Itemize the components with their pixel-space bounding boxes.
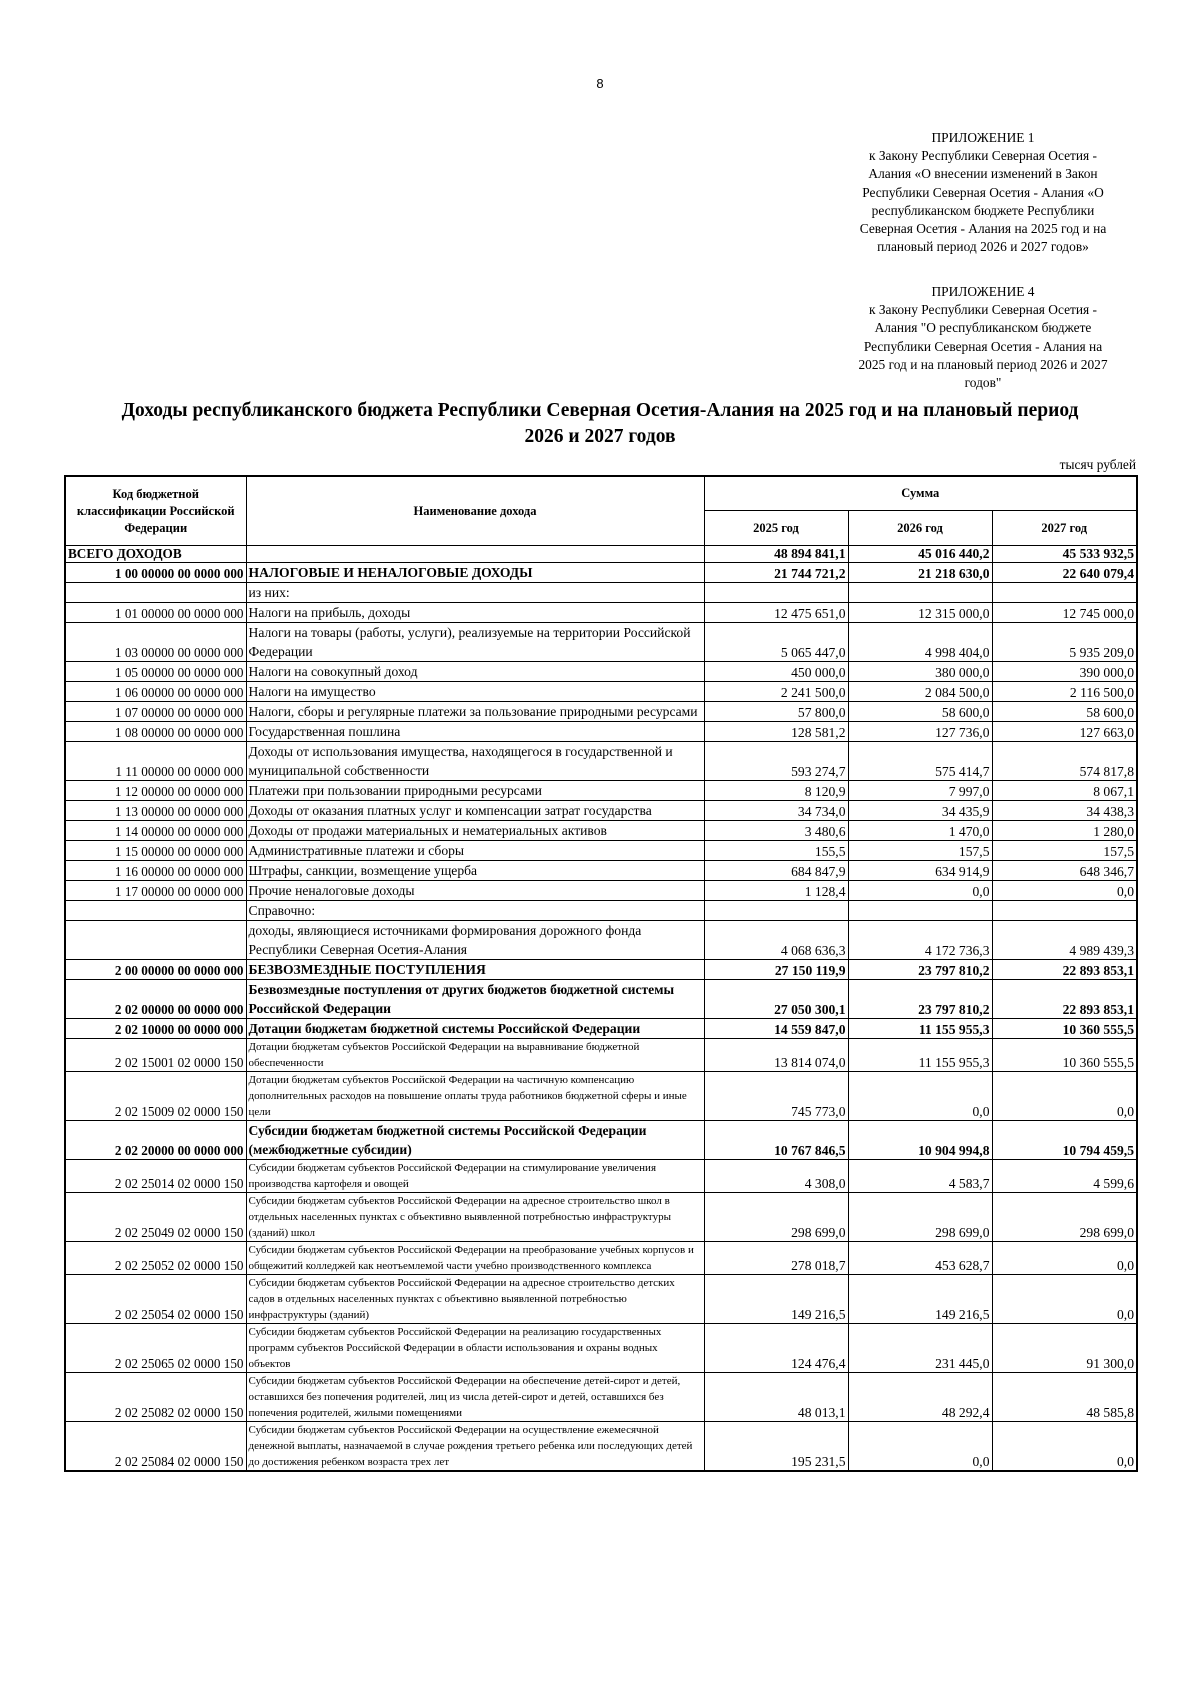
row-value-2025: 1 128,4 — [704, 881, 848, 901]
row-value-2025: 684 847,9 — [704, 861, 848, 881]
row-value-2025: 48 894 841,1 — [704, 546, 848, 563]
row-value-2025: 27 150 119,9 — [704, 960, 848, 980]
table-row — [65, 742, 1137, 781]
row-value-2025: 593 274,7 — [704, 742, 848, 781]
row-value-2025: 3 480,6 — [704, 821, 848, 841]
table-row — [65, 1019, 1137, 1039]
table-row — [65, 682, 1137, 702]
row-code: 2 02 15009 02 0000 150 — [65, 1072, 246, 1121]
row-value-2025: 27 050 300,1 — [704, 980, 848, 1019]
row-name: Дотации бюджетам субъектов Российской Федерации на частичную компенсацию дополнительных расходов на повышение оплаты труда работников бюджетной сферы и иные цели — [246, 1072, 704, 1121]
row-value-2027: 574 817,8 — [992, 742, 1137, 781]
row-name — [246, 546, 704, 563]
row-name: Прочие неналоговые доходы — [246, 881, 704, 901]
appendix-4-line: к Закону Республики Северная Осетия - — [869, 302, 1097, 318]
table-row — [65, 1121, 1137, 1160]
row-code: 1 12 00000 00 0000 000 — [65, 781, 246, 801]
row-code: 2 02 15001 02 0000 150 — [65, 1039, 246, 1072]
row-value-2027: 0,0 — [992, 1072, 1137, 1121]
row-value-2026: 127 736,0 — [848, 722, 992, 742]
appendix-4-line: Алания "О республиканском бюджете — [874, 320, 1092, 336]
row-name: Справочно: — [246, 901, 704, 921]
row-value-2027: 12 745 000,0 — [992, 603, 1137, 623]
row-code: 1 11 00000 00 0000 000 — [65, 742, 246, 781]
row-value-2027: 10 360 555,5 — [992, 1019, 1137, 1039]
table-row — [65, 1324, 1137, 1373]
row-value-2027: 34 438,3 — [992, 801, 1137, 821]
row-code: 1 14 00000 00 0000 000 — [65, 821, 246, 841]
table-row — [65, 781, 1137, 801]
row-code: 2 02 25084 02 0000 150 — [65, 1422, 246, 1472]
row-value-2027: 45 533 932,5 — [992, 546, 1137, 563]
row-value-2025: 34 734,0 — [704, 801, 848, 821]
row-value-2025: 4 308,0 — [704, 1160, 848, 1193]
row-value-2026: 45 016 440,2 — [848, 546, 992, 563]
row-code: 1 06 00000 00 0000 000 — [65, 682, 246, 702]
row-value-2027: 0,0 — [992, 1275, 1137, 1324]
row-value-2025: 5 065 447,0 — [704, 623, 848, 662]
row-code: 2 02 20000 00 0000 000 — [65, 1121, 246, 1160]
row-code — [65, 921, 246, 960]
appendix-1-line: плановый период 2026 и 2027 годов» — [877, 239, 1089, 255]
table-row — [65, 901, 1137, 921]
row-value-2026: 21 218 630,0 — [848, 563, 992, 583]
row-name: Дотации бюджетам бюджетной системы Российской Федерации — [246, 1019, 704, 1039]
row-code: 2 02 00000 00 0000 000 — [65, 980, 246, 1019]
row-name: Субсидии бюджетам субъектов Российской Федерации на преобразование учебных корпусов и общежитий колледжей как неотъемлемой части учебно производственного комплекса — [246, 1242, 704, 1275]
appendix-1-line: Республики Северная Осетия - Алания «О — [862, 184, 1104, 200]
row-code: 1 00 00000 00 0000 000 — [65, 563, 246, 583]
row-value-2026 — [848, 583, 992, 603]
row-name: Доходы от использования имущества, находящегося в государственной и муниципальной собственности — [246, 742, 704, 781]
row-name: Налоги на прибыль, доходы — [246, 603, 704, 623]
table-row — [65, 603, 1137, 623]
row-name: НАЛОГОВЫЕ И НЕНАЛОГОВЫЕ ДОХОДЫ — [246, 563, 704, 583]
appendix-1-line: к Закону Республики Северная Осетия - — [869, 148, 1097, 164]
row-value-2026 — [848, 901, 992, 921]
header-year-2026: 2026 год — [848, 511, 992, 546]
table-row — [65, 960, 1137, 980]
row-code: 1 07 00000 00 0000 000 — [65, 702, 246, 722]
row-value-2027: 4 989 439,3 — [992, 921, 1137, 960]
row-name: Субсидии бюджетам бюджетной системы Российской Федерации (межбюджетные субсидии) — [246, 1121, 704, 1160]
row-value-2026: 4 998 404,0 — [848, 623, 992, 662]
table-row — [65, 921, 1137, 960]
row-value-2025: 450 000,0 — [704, 662, 848, 682]
row-value-2027: 22 893 853,1 — [992, 960, 1137, 980]
appendix-1-note — [838, 129, 1128, 256]
row-value-2027: 0,0 — [992, 1242, 1137, 1275]
row-value-2027: 127 663,0 — [992, 722, 1137, 742]
row-value-2026: 7 997,0 — [848, 781, 992, 801]
row-name: из них: — [246, 583, 704, 603]
table-row — [65, 623, 1137, 662]
row-name: Государственная пошлина — [246, 722, 704, 742]
row-value-2027: 2 116 500,0 — [992, 682, 1137, 702]
table-row — [65, 1072, 1137, 1121]
appendix-4-line: Республики Северная Осетия - Алания на — [863, 338, 1103, 354]
table-row — [65, 1039, 1137, 1072]
table-row — [65, 722, 1137, 742]
row-code: ВСЕГО ДОХОДОВ — [65, 546, 246, 563]
header-year-2027: 2027 год — [992, 511, 1137, 546]
row-value-2026: 0,0 — [848, 1072, 992, 1121]
row-value-2025: 278 018,7 — [704, 1242, 848, 1275]
row-value-2026: 11 155 955,3 — [848, 1039, 992, 1072]
row-value-2026: 11 155 955,3 — [848, 1019, 992, 1039]
row-name: Налоги, сборы и регулярные платежи за пользование природными ресурсами — [246, 702, 704, 722]
row-value-2027: 22 893 853,1 — [992, 980, 1137, 1019]
row-value-2026: 23 797 810,2 — [848, 960, 992, 980]
row-code: 1 17 00000 00 0000 000 — [65, 881, 246, 901]
row-value-2025: 10 767 846,5 — [704, 1121, 848, 1160]
row-value-2026: 12 315 000,0 — [848, 603, 992, 623]
row-value-2027: 10 794 459,5 — [992, 1121, 1137, 1160]
row-value-2027: 157,5 — [992, 841, 1137, 861]
row-value-2025: 298 699,0 — [704, 1193, 848, 1242]
row-value-2026: 1 470,0 — [848, 821, 992, 841]
row-value-2026: 157,5 — [848, 841, 992, 861]
row-code — [65, 901, 246, 921]
row-value-2027: 22 640 079,4 — [992, 563, 1137, 583]
row-code: 2 02 25082 02 0000 150 — [65, 1373, 246, 1422]
row-name: БЕЗВОЗМЕЗДНЫЕ ПОСТУПЛЕНИЯ — [246, 960, 704, 980]
table-row — [65, 1373, 1137, 1422]
row-name: Субсидии бюджетам субъектов Российской Федерации на обеспечение детей-сирот и детей, оставшихся без попечения родителей, лиц из числа детей-сирот и детей, оставшихся без попечения родителей, жилыми помещениями — [246, 1373, 704, 1422]
row-value-2025 — [704, 583, 848, 603]
header-year-2025: 2025 год — [704, 511, 848, 546]
row-value-2026: 0,0 — [848, 1422, 992, 1472]
row-code: 2 02 25054 02 0000 150 — [65, 1275, 246, 1324]
row-value-2026: 298 699,0 — [848, 1193, 992, 1242]
row-value-2027 — [992, 583, 1137, 603]
row-name: Субсидии бюджетам субъектов Российской Федерации на осуществление ежемесячной денежной выплаты, назначаемой в случае рождения третьего ребенка или последующих детей до достижения ребенком возраста трех лет — [246, 1422, 704, 1472]
table-row — [65, 881, 1137, 901]
row-value-2027: 91 300,0 — [992, 1324, 1137, 1373]
row-value-2025: 124 476,4 — [704, 1324, 848, 1373]
table-row — [65, 546, 1137, 563]
appendix-1-title: ПРИЛОЖЕНИЕ 1 — [931, 130, 1035, 145]
row-name: Доходы от продажи материальных и нематериальных активов — [246, 821, 704, 841]
row-value-2026: 149 216,5 — [848, 1275, 992, 1324]
revenue-table — [64, 475, 1138, 1472]
row-code: 2 02 25065 02 0000 150 — [65, 1324, 246, 1373]
row-code: 2 00 00000 00 0000 000 — [65, 960, 246, 980]
row-value-2026: 23 797 810,2 — [848, 980, 992, 1019]
row-name: Дотации бюджетам субъектов Российской Федерации на выравнивание бюджетной обеспеченности — [246, 1039, 704, 1072]
row-value-2025: 13 814 074,0 — [704, 1039, 848, 1072]
document-title — [40, 398, 1160, 450]
row-code: 2 02 10000 00 0000 000 — [65, 1019, 246, 1039]
row-name: Налоги на товары (работы, услуги), реализуемые на территории Российской Федерации — [246, 623, 704, 662]
row-value-2026: 575 414,7 — [848, 742, 992, 781]
table-row — [65, 1422, 1137, 1472]
row-value-2026: 380 000,0 — [848, 662, 992, 682]
row-code: 2 02 25014 02 0000 150 — [65, 1160, 246, 1193]
row-value-2026: 2 084 500,0 — [848, 682, 992, 702]
row-value-2025: 195 231,5 — [704, 1422, 848, 1472]
table-row — [65, 702, 1137, 722]
page-number: 8 — [596, 76, 604, 91]
appendix-1-line: Северная Осетия - Алания на 2025 год и на — [859, 221, 1107, 237]
appendix-4-line: годов" — [964, 375, 1002, 391]
row-value-2027: 298 699,0 — [992, 1193, 1137, 1242]
document-title-line-2: 2026 и 2027 годов — [524, 426, 676, 447]
row-name: Доходы от оказания платных услуг и компенсации затрат государства — [246, 801, 704, 821]
row-value-2026: 48 292,4 — [848, 1373, 992, 1422]
row-value-2025: 4 068 636,3 — [704, 921, 848, 960]
row-value-2026: 231 445,0 — [848, 1324, 992, 1373]
row-code: 1 16 00000 00 0000 000 — [65, 861, 246, 881]
row-name: Налоги на совокупный доход — [246, 662, 704, 682]
row-name: Субсидии бюджетам субъектов Российской Федерации на реализацию государственных программ субъектов Российской Федерации в области использования и охраны водных объектов — [246, 1324, 704, 1373]
row-name: Субсидии бюджетам субъектов Российской Федерации на стимулирование увеличения производства картофеля и овощей — [246, 1160, 704, 1193]
table-row — [65, 1242, 1137, 1275]
header-code: Код бюджетной классификации Российской Федерации — [65, 476, 246, 546]
row-value-2027: 390 000,0 — [992, 662, 1137, 682]
row-value-2026: 0,0 — [848, 881, 992, 901]
row-value-2025: 128 581,2 — [704, 722, 848, 742]
table-row — [65, 801, 1137, 821]
table-row — [65, 1275, 1137, 1324]
table-row — [65, 821, 1137, 841]
table-row — [65, 980, 1137, 1019]
table-row — [65, 1160, 1137, 1193]
appendix-4-note — [838, 283, 1128, 392]
row-code: 1 03 00000 00 0000 000 — [65, 623, 246, 662]
row-value-2027: 648 346,7 — [992, 861, 1137, 881]
table-row — [65, 1193, 1137, 1242]
row-code: 1 13 00000 00 0000 000 — [65, 801, 246, 821]
row-code: 1 05 00000 00 0000 000 — [65, 662, 246, 682]
header-name: Наименование дохода — [246, 476, 704, 546]
row-value-2027: 0,0 — [992, 1422, 1137, 1472]
row-name: Налоги на имущество — [246, 682, 704, 702]
row-code: 1 01 00000 00 0000 000 — [65, 603, 246, 623]
row-code: 1 15 00000 00 0000 000 — [65, 841, 246, 861]
row-name: Административные платежи и сборы — [246, 841, 704, 861]
table-row — [65, 563, 1137, 583]
units-label: тысяч рублей — [1059, 457, 1136, 472]
row-value-2025: 2 241 500,0 — [704, 682, 848, 702]
row-code: 2 02 25052 02 0000 150 — [65, 1242, 246, 1275]
header-sum: Сумма — [704, 476, 1137, 511]
row-value-2027: 1 280,0 — [992, 821, 1137, 841]
row-code: 2 02 25049 02 0000 150 — [65, 1193, 246, 1242]
appendix-1-line: Алания «О внесении изменений в Закон — [868, 166, 1098, 182]
row-value-2027: 0,0 — [992, 881, 1137, 901]
row-value-2027 — [992, 901, 1137, 921]
row-value-2025: 57 800,0 — [704, 702, 848, 722]
row-code: 1 08 00000 00 0000 000 — [65, 722, 246, 742]
row-name: Штрафы, санкции, возмещение ущерба — [246, 861, 704, 881]
row-value-2026: 10 904 994,8 — [848, 1121, 992, 1160]
row-name: Платежи при пользовании природными ресурсами — [246, 781, 704, 801]
row-value-2025: 745 773,0 — [704, 1072, 848, 1121]
row-value-2027: 4 599,6 — [992, 1160, 1137, 1193]
row-value-2025: 155,5 — [704, 841, 848, 861]
table-row — [65, 841, 1137, 861]
row-name: доходы, являющиеся источниками формирования дорожного фонда Республики Северная Осетия-Алания — [246, 921, 704, 960]
table-body — [65, 546, 1137, 1472]
row-value-2027: 8 067,1 — [992, 781, 1137, 801]
document-title-line-1: Доходы республиканского бюджета Республики Северная Осетия-Алания на 2025 год и на плановый период — [121, 400, 1079, 421]
row-code — [65, 583, 246, 603]
row-value-2026: 634 914,9 — [848, 861, 992, 881]
row-value-2026: 4 583,7 — [848, 1160, 992, 1193]
row-value-2026: 4 172 736,3 — [848, 921, 992, 960]
row-value-2025: 8 120,9 — [704, 781, 848, 801]
row-name: Субсидии бюджетам субъектов Российской Федерации на адресное строительство школ в отдельных населенных пунктах с объективно выявленной потребностью инфраструктуры (зданий) школ — [246, 1193, 704, 1242]
row-name: Субсидии бюджетам субъектов Российской Федерации на адресное строительство детских садов в отдельных населенных пунктах с объективно выявленной потребностью инфраструктуры (зданий) — [246, 1275, 704, 1324]
table-row — [65, 583, 1137, 603]
row-value-2025: 48 013,1 — [704, 1373, 848, 1422]
table-row — [65, 861, 1137, 881]
row-value-2025: 149 216,5 — [704, 1275, 848, 1324]
row-value-2027: 58 600,0 — [992, 702, 1137, 722]
row-value-2025: 21 744 721,2 — [704, 563, 848, 583]
row-value-2026: 453 628,7 — [848, 1242, 992, 1275]
row-value-2026: 34 435,9 — [848, 801, 992, 821]
appendix-1-line: республиканском бюджете Республики — [871, 202, 1095, 218]
row-value-2027: 48 585,8 — [992, 1373, 1137, 1422]
row-value-2027: 10 360 555,5 — [992, 1039, 1137, 1072]
row-value-2025: 14 559 847,0 — [704, 1019, 848, 1039]
row-name: Безвозмездные поступления от других бюджетов бюджетной системы Российской Федерации — [246, 980, 704, 1019]
row-value-2027: 5 935 209,0 — [992, 623, 1137, 662]
row-value-2026: 58 600,0 — [848, 702, 992, 722]
row-value-2025: 12 475 651,0 — [704, 603, 848, 623]
appendix-4-title: ПРИЛОЖЕНИЕ 4 — [931, 284, 1035, 299]
table-row — [65, 662, 1137, 682]
appendix-4-line: 2025 год и на плановый период 2026 и 2027 — [858, 356, 1108, 372]
row-value-2025 — [704, 901, 848, 921]
